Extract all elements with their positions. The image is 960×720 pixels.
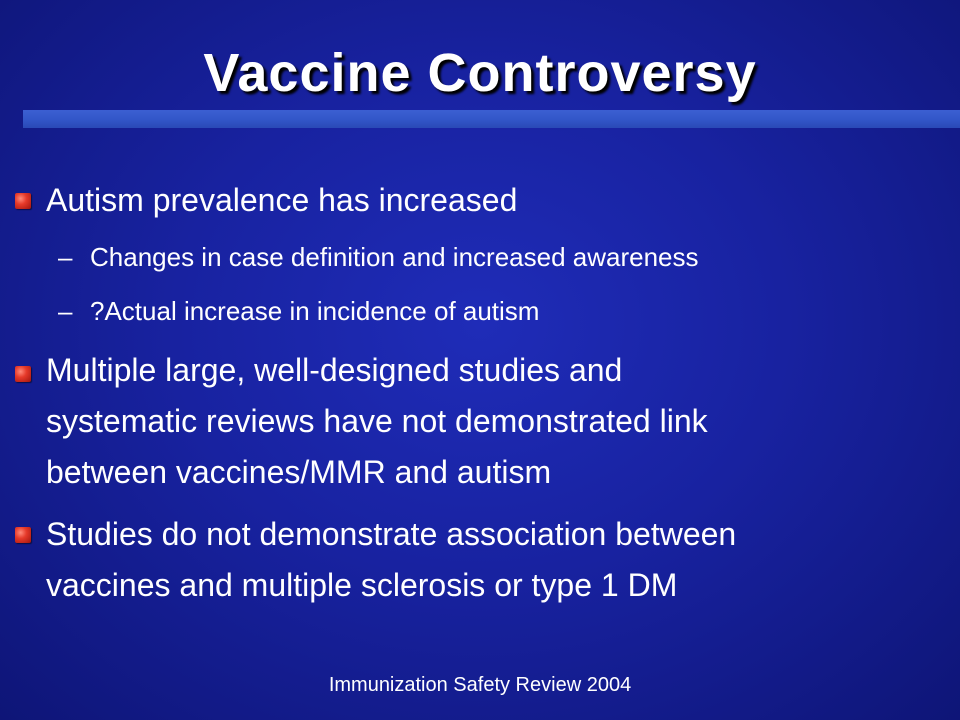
bullet-icon <box>15 366 31 382</box>
bullet-icon <box>15 193 31 209</box>
slide-title: Vaccine Controversy <box>203 43 757 103</box>
bullet-text-line: vaccines and multiple sclerosis or type 1 DM <box>46 567 678 603</box>
bullet-icon <box>15 527 31 543</box>
slide-footer: Immunization Safety Review 2004 <box>328 674 632 696</box>
subbullet-dash: – <box>58 296 73 326</box>
subbullet-text: ?Actual increase in incidence of autism <box>90 296 540 326</box>
bullet-text-line: Multiple large, well-designed studies and <box>46 352 623 388</box>
bullet-text-line: systematic reviews have not demonstrated link <box>46 403 708 439</box>
subbullet-text: Changes in case definition and increased awareness <box>90 242 699 272</box>
bullet-text-line: between vaccines/MMR and autism <box>46 454 552 490</box>
bullet-text-line: Studies do not demonstrate association between <box>46 516 737 552</box>
bullet-text: Autism prevalence has increased <box>46 182 518 218</box>
subbullet-dash: – <box>58 242 73 272</box>
